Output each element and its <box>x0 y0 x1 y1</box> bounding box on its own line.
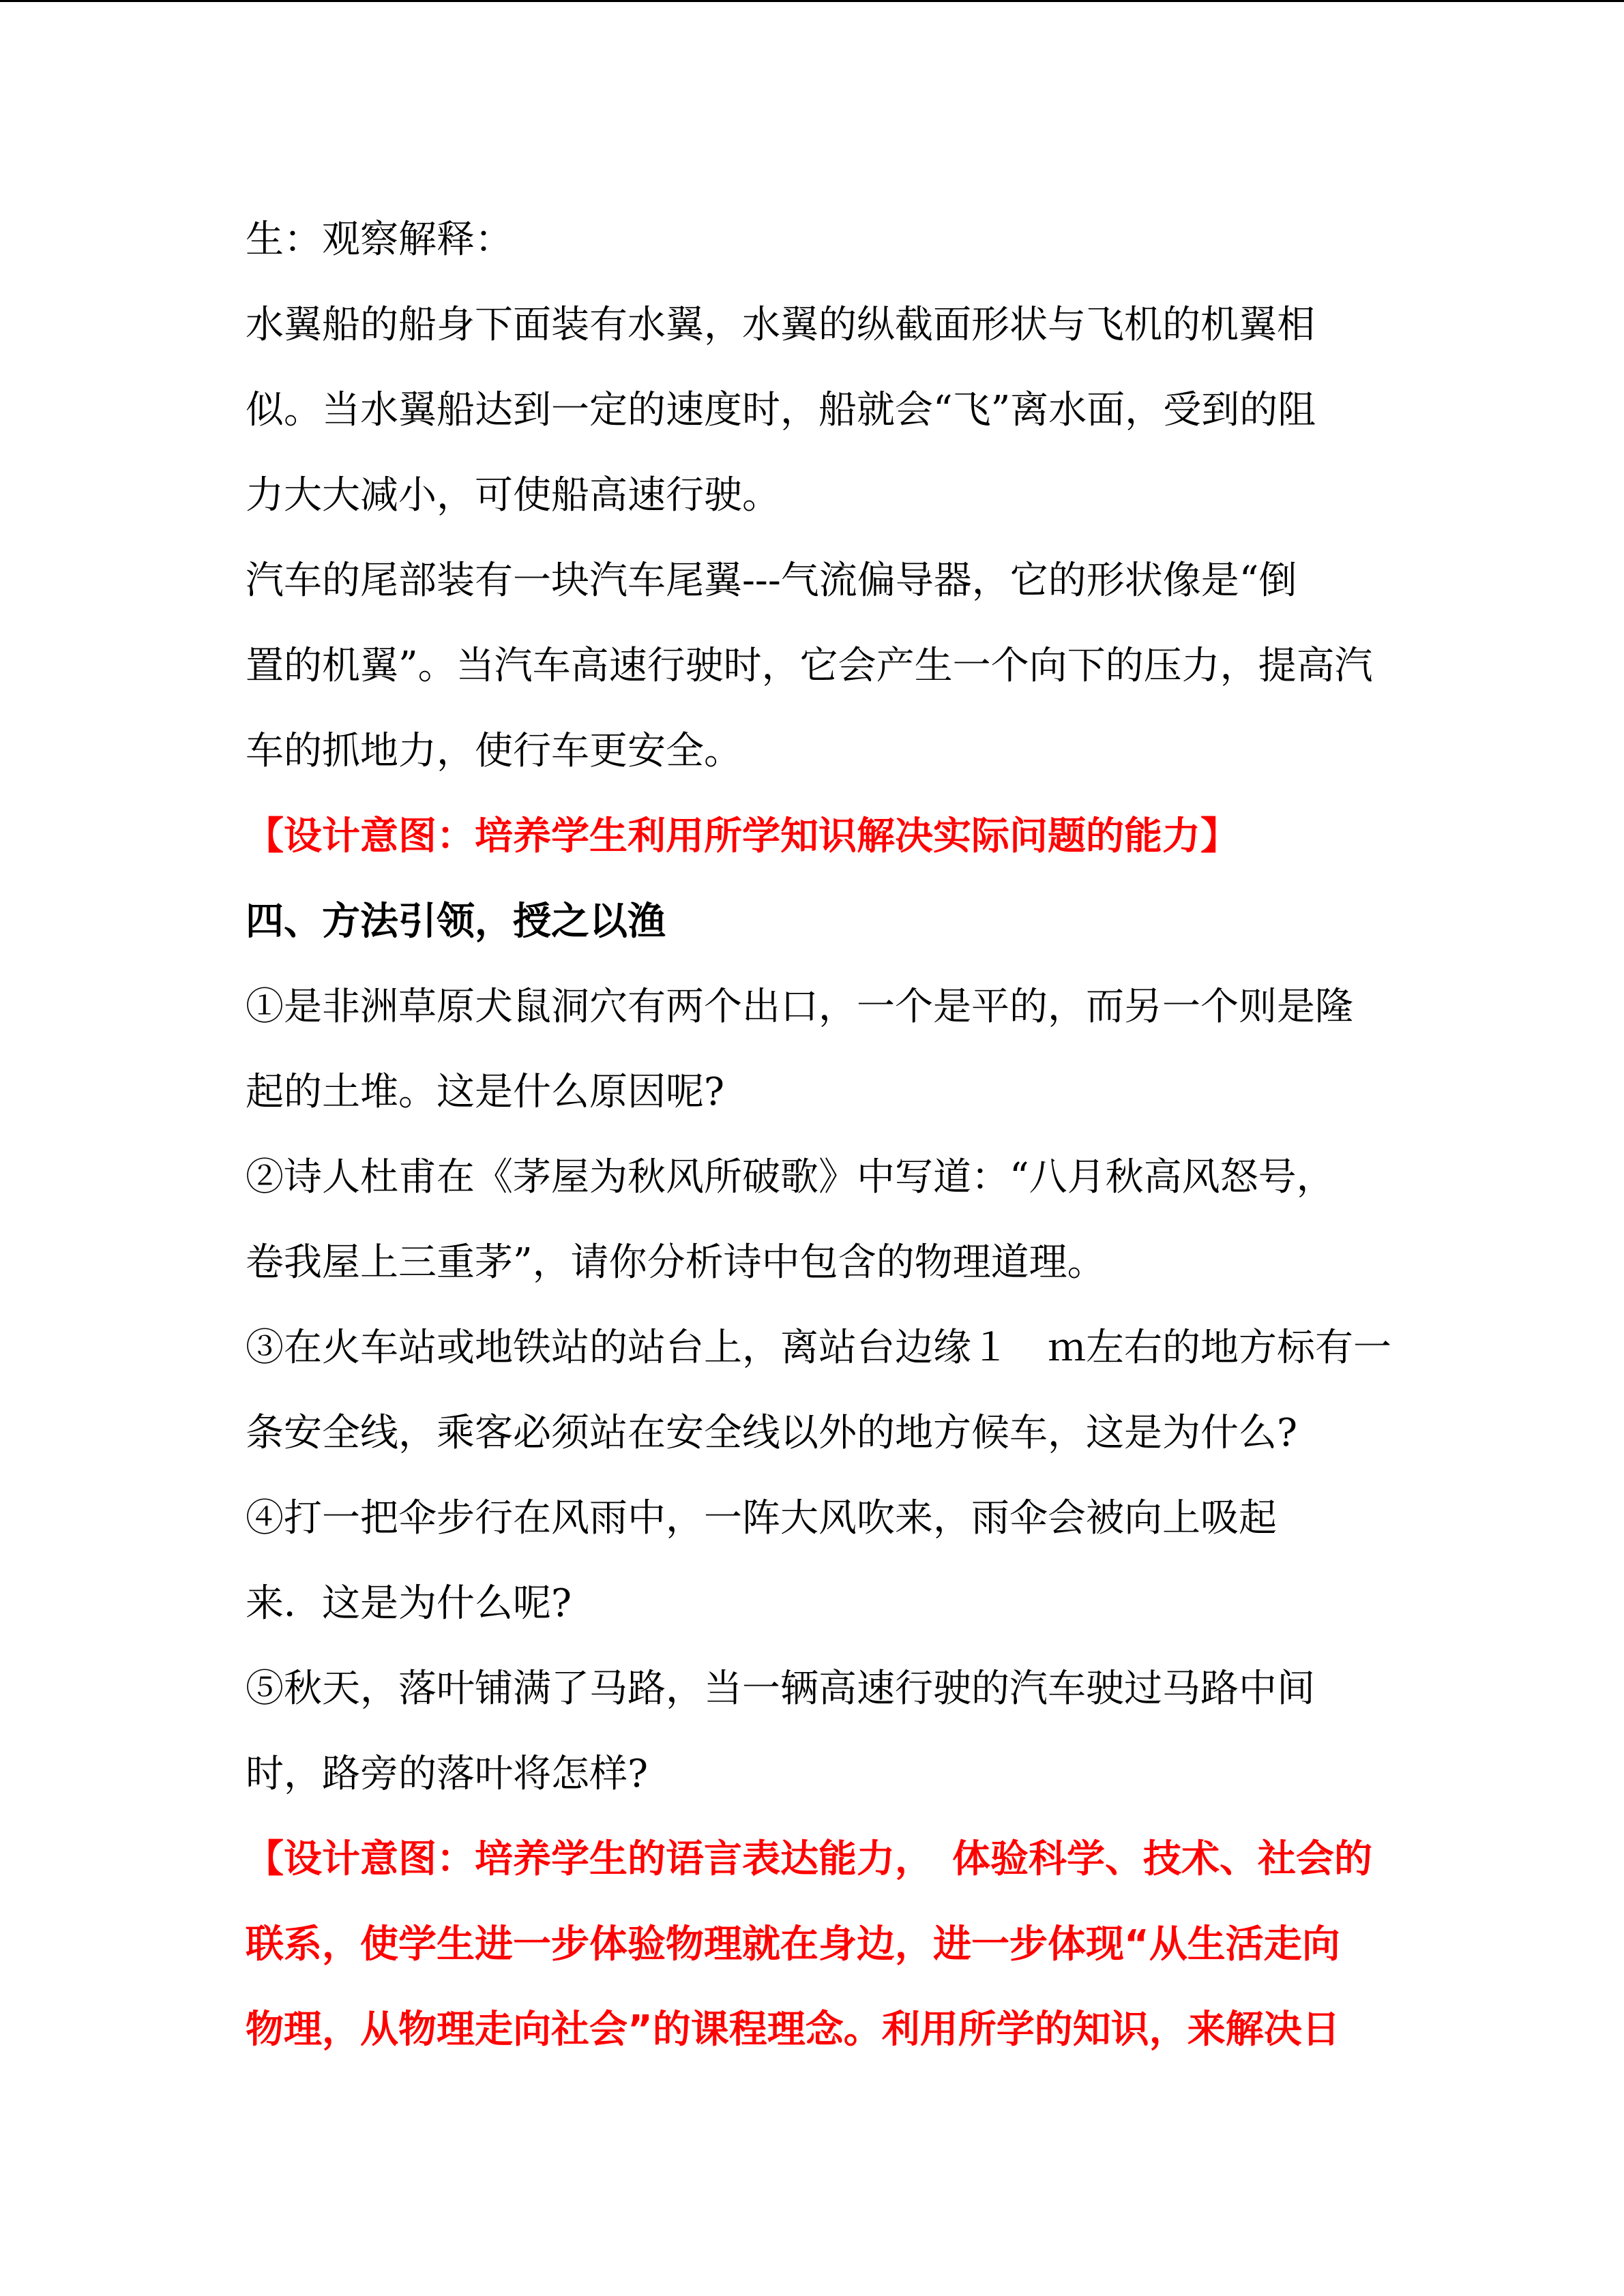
question-item: 来．这是为什么呢? <box>246 1581 572 1626</box>
question-item: ①是非洲草原犬鼠洞穴有两个出口，一个是平的，而另一个则是隆 <box>246 985 1353 1029</box>
design-intent-note: 联系，使学生进一步体验物理就在身边，进一步体现“从生活走向 <box>246 1922 1340 1967</box>
top-border <box>0 0 1624 2</box>
paragraph-line: 水翼船的船身下面装有水翼，水翼的纵截面形状与飞机的机翼相 <box>246 303 1315 347</box>
question-item: 起的土堆。这是什么原因呢? <box>246 1070 725 1114</box>
question-item: ⑤秋天，落叶铺满了马路，当一辆高速行驶的汽车驶过马路中间 <box>246 1667 1315 1711</box>
design-intent-note: 物理，从物理走向社会”的课程理念。利用所学的知识，来解决日 <box>246 2008 1340 2052</box>
paragraph-line: 置的机翼”。当汽车高速行驶时，它会产生一个向下的压力，提高汽 <box>246 644 1373 688</box>
student-response-label: 生：观察解释： <box>246 218 513 262</box>
question-item: ③在火车站或地铁站的站台上，离站台边缘１ ｍ左右的地方标有一 <box>246 1326 1391 1370</box>
paragraph-line: 汽车的尾部装有一块汽车尾翼---气流偏导器，它的形状像是“倒 <box>246 558 1297 603</box>
paragraph-line: 力大大减小，可使船高速行驶。 <box>246 473 780 518</box>
question-item: 时，路旁的落叶将怎样? <box>246 1752 649 1796</box>
paragraph-line: 车的抓地力，使行车更安全。 <box>246 729 742 773</box>
question-item: 条安全线，乘客必须站在安全线以外的地方候车，这是为什么? <box>246 1411 1298 1455</box>
question-item: 卷我屋上三重茅”，请你分析诗中包含的物理道理。 <box>246 1240 1106 1285</box>
design-intent-note: 【设计意图：培养学生的语言表达能力， 体验科学、技术、社会的 <box>246 1837 1372 1881</box>
paragraph-line: 似。当水翼船达到一定的速度时，船就会“飞”离水面，受到的阻 <box>246 388 1316 432</box>
question-item: ④打一把伞步行在风雨中，一阵大风吹来，雨伞会被向上吸起 <box>246 1496 1277 1540</box>
question-item: ②诗人杜甫在《茅屋为秋风所破歌》中写道：“八月秋高风怒号， <box>246 1155 1335 1199</box>
section-heading: 四、方法引领，授之以渔 <box>246 899 666 944</box>
design-intent-note: 【设计意图：培养学生利用所学知识解决实际问题的能力】 <box>246 814 1239 859</box>
